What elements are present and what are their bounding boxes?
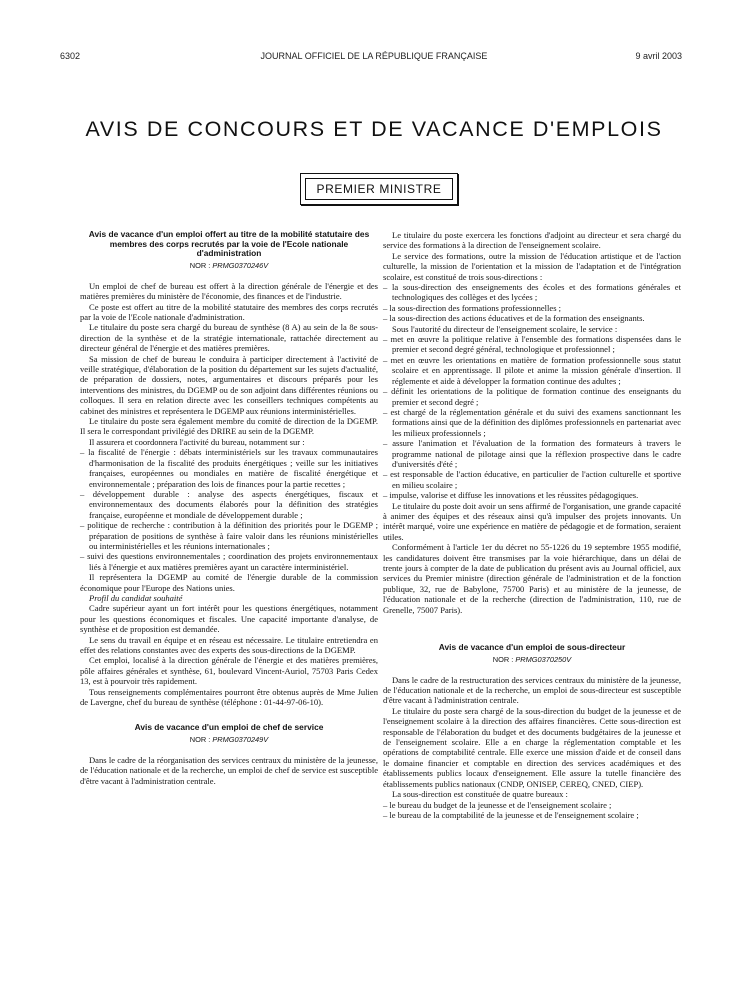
nor-label: NOR : [189,735,211,745]
ministry-label: PREMIER MINISTRE [305,178,453,200]
list-item: – la fiscalité de l'énergie : débats interministériels sur les travaux communautaires d'harmonisation de la fiscalité des produits énergétiques ; veille sur les initiatives françaises, européennes ou mondiales en matière de fiscalité énergétique et environnementale ; préparation des lois de finances pour la partie recettes ; [80,447,378,489]
paragraph: Sous l'autorité du directeur de l'enseignement scolaire, le service : [392,323,618,334]
notice-title-mobility: Avis de vacance d'un emploi offert au titre de la mobilité statutaire des membres des corps recrutés par la voie de l'Ecole nationale d'administration [88,229,370,259]
list-item: – le bureau de la comptabilité de la jeunesse et de l'enseignement scolaire ; [383,810,681,820]
publication-date: 9 avril 2003 [635,51,682,61]
paragraph: Le titulaire du poste doit avoir un sens affirmé de l'organisation, une grande capacité à animer des équipes et des réseaux ainsi qu'à impulser des projets innovants. Un intérêt marqué, voire une expérience en matière de pédagogie et de formation, seraient utiles. [383,500,681,542]
paragraph: Ce poste est offert au titre de la mobilité statutaire des membres des corps recrutés par la voie de l'Ecole nationale d'administration. [80,301,378,322]
paragraph: Le titulaire du poste exercera les fonctions d'adjoint au directeur et sera chargé du service des formations à la direction de l'enseignement scolaire. [383,230,681,251]
paragraph: Le titulaire du poste sera chargé du bureau de synthèse (8 A) au sein de la 8e sous-direction de la synthèse et de la stratégie internationale, rattachée directement au directeur général de l'énergie et des matières premières. [80,322,378,354]
paragraph: Il représentera la DGEMP au comité de l'énergie durable de la commission économique pour l'Europe des Nations unies. [80,572,378,593]
paragraph: Cet emploi, localisé à la direction générale de l'énergie et des matières premières, pôle affaires générales et synthèse, 61, boulevard Vincent-Auriol, 75703 Paris Cedex 13, est à pourvoir très rapidement. [80,655,378,687]
list-item: – la sous-direction des formations professionnelles ; [383,303,681,313]
profile-heading: Profil du candidat souhaité [89,592,183,603]
paragraph: La sous-direction est constituée de quatre bureaux : [392,789,568,800]
nor-code: PRMG0370250V [515,654,572,664]
list-item: – la sous-direction des actions éducatives et de la formation des enseignants. [383,313,681,323]
bureaux-list [383,800,681,821]
journal-title: JOURNAL OFFICIEL DE LA RÉPUBLIQUE FRANÇAISE [260,51,488,61]
paragraph: Le service des formations, outre la mission de l'éducation artistique et de l'action culturelle, la mission de l'orientation et la mission de l'adaptation et de l'intégration scolaire, est constitué de trois sous-directions : [383,250,681,282]
paragraph: Sa mission de chef de bureau le conduira à participer directement à l'activité de veille stratégique, d'élaboration de la position du département sur les sujets d'actualité, de préparation de dossiers, notes, argumentaires et discours préparés pour les interventions des ministres, du DGEMP ou de son adjoint dans différentes réunions ou colloques. Il sera en relation directe avec les conseillers techniques compétents au cabinet des ministres et représentera le DGEMP aux réunions interministérielles. [80,353,378,416]
nor-reference [80,735,378,745]
list-item: – suivi des questions environnementales ; coordination des projets environnementaux liés à l'énergie et aux matières premières ayant un caractère interministériel. [80,551,378,572]
paragraph: Cadre supérieur ayant un fort intérêt pour les questions énergétiques, notamment pour les questions économiques et fiscales. Une capacité importante d'analyse, de synthèse et de proposition est demandée. [80,603,378,635]
nor-code: PRMG0370246V [212,260,269,270]
list-item: – assure l'animation et l'évaluation de la formation des formateurs à travers le programme national de pilotage ainsi que la réflexion prospective dans le cadre d'universités d'été ; [383,438,681,469]
list-item: – est responsable de l'action éducative, en particulier de l'action culturelle et sportive en milieu scolaire ; [383,469,681,490]
paragraph: Tous renseignements complémentaires pourront être obtenus auprès de Mme Julien de Lavergne, chef du bureau de synthèse (téléphone : 01-44-97-06-10). [80,686,378,708]
notice-title-sous-directeur: Avis de vacance d'un emploi de sous-directeur [438,642,626,653]
nor-reference [80,261,378,271]
list-item: – est chargé de la réglementation générale et du suivi des examens sanctionnant les formations ainsi que de la définition des diplômes professionnels en partenariat avec les milieux professionnels ; [383,407,681,438]
list-item: – met en œuvre la politique relative à l'ensemble des formations dispensées dans le premier et second degré général, technologique et professionnel ; [383,334,681,355]
nor-reference [383,655,681,665]
list-item: – le bureau du budget de la jeunesse et de l'enseignement scolaire ; [383,800,681,810]
notice-title-chef-de-service: Avis de vacance d'un emploi de chef de service [134,722,324,733]
page-number: 6302 [60,51,81,61]
activity-list [80,447,378,572]
ministry-box [300,173,458,205]
service-missions-list [383,334,681,501]
nor-label: NOR : [189,260,211,270]
paragraph: Le titulaire du poste sera chargé de la sous-direction du budget de la jeunesse et de l'enseignement scolaire à la direction des affaires financières. Cette sous-direction est responsable de l'élaboration du budget et des documents budgétaires de la jeunesse et de l'enseignement scolaire. Elle a en charge la réglementation comptable et les opérations de comptabilité centrale. Elle exerce une mission d'aide et de conseil dans le domaine financier et comptable en direction des services académiques et des établissements publics locaux d'enseignement. Elle assure la tutelle financière des établissements publics nationaux (CNDP, ONISEP, CEREQ, CNED, CIEP). [383,705,681,789]
list-item: – impulse, valorise et diffuse les innovations et les réussites pédagogiques. [383,490,681,500]
sub-directions-list [383,282,681,324]
list-item: – met en œuvre les orientations en matière de formation professionnelle sous statut scolaire et en apprentissage. Il pilote et anime la mission générale d'insertion. Il réglemente et aide à développer la formation continue des adultes ; [383,355,681,386]
paragraph: Un emploi de chef de bureau est offert à la direction générale de l'énergie et des matières premières du ministère de l'économie, des finances et de l'industrie. [80,280,378,302]
paragraph: Dans le cadre de la restructuration des services centraux du ministère de la jeunesse, de l'éducation nationale et de la recherche, un emploi de sous-directeur est susceptible d'être vacant à l'administration centrale. [383,674,681,706]
list-item: – définit les orientations de la politique de formation continue des enseignants du premier et second degré ; [383,386,681,407]
list-item: – développement durable : analyse des aspects énergétiques, fiscaux et environnementaux des documents élaborés pour la définition des stratégies française, européenne et mondiale de développement durable ; [80,489,378,520]
nor-code: PRMG0370249V [212,735,269,745]
left-column [80,230,378,786]
paragraph: Il assurera et coordonnera l'activité du bureau, notamment sur : [89,436,305,447]
paragraph: Conformément à l'article 1er du décret no 55-1226 du 19 septembre 1955 modifié, les candidatures doivent être transmises par la voie hiérarchique, dans un délai de trente jours à compter de la date de publication du présent avis au Journal officiel, aux services du Premier ministre (direction générale de l'administration et de la fonction publique, 32, rue de Babylone, 75700 Paris) et au ministère de la jeunesse, de l'éducation nationale et de la recherche (direction de l'administration, 110, rue de Grenelle, 75007 Paris). [383,542,681,615]
list-item: – la sous-direction des enseignements des écoles et des formations générales et technologiques des collèges et des lycées ; [383,282,681,303]
list-item: – politique de recherche : contribution à la définition des priorités pour le DGEMP ; préparation de positions de synthèse à faire valoir dans les réunions ministérielles ou interministérielles et les réunions internationales ; [80,520,378,551]
paragraph: Dans le cadre de la réorganisation des services centraux du ministère de la jeunesse, de l'éducation nationale et de la recherche, un emploi de chef de service est susceptible d'être vacant à l'administration centrale. [80,755,378,786]
nor-label: NOR : [492,654,514,664]
right-column [383,230,681,820]
paragraph: Le sens du travail en équipe et en réseau est nécessaire. Le titulaire entretiendra en effet des relations constantes avec des experts des sous-directions de la DGEMP. [80,634,378,655]
page-title: AVIS DE CONCOURS ET DE VACANCE D'EMPLOIS [85,117,663,141]
paragraph: Le titulaire du poste sera également membre du comité de direction de la DGEMP. Il sera le correspondant privilégié des DRIRE au sein de la DGEMP. [80,416,378,437]
